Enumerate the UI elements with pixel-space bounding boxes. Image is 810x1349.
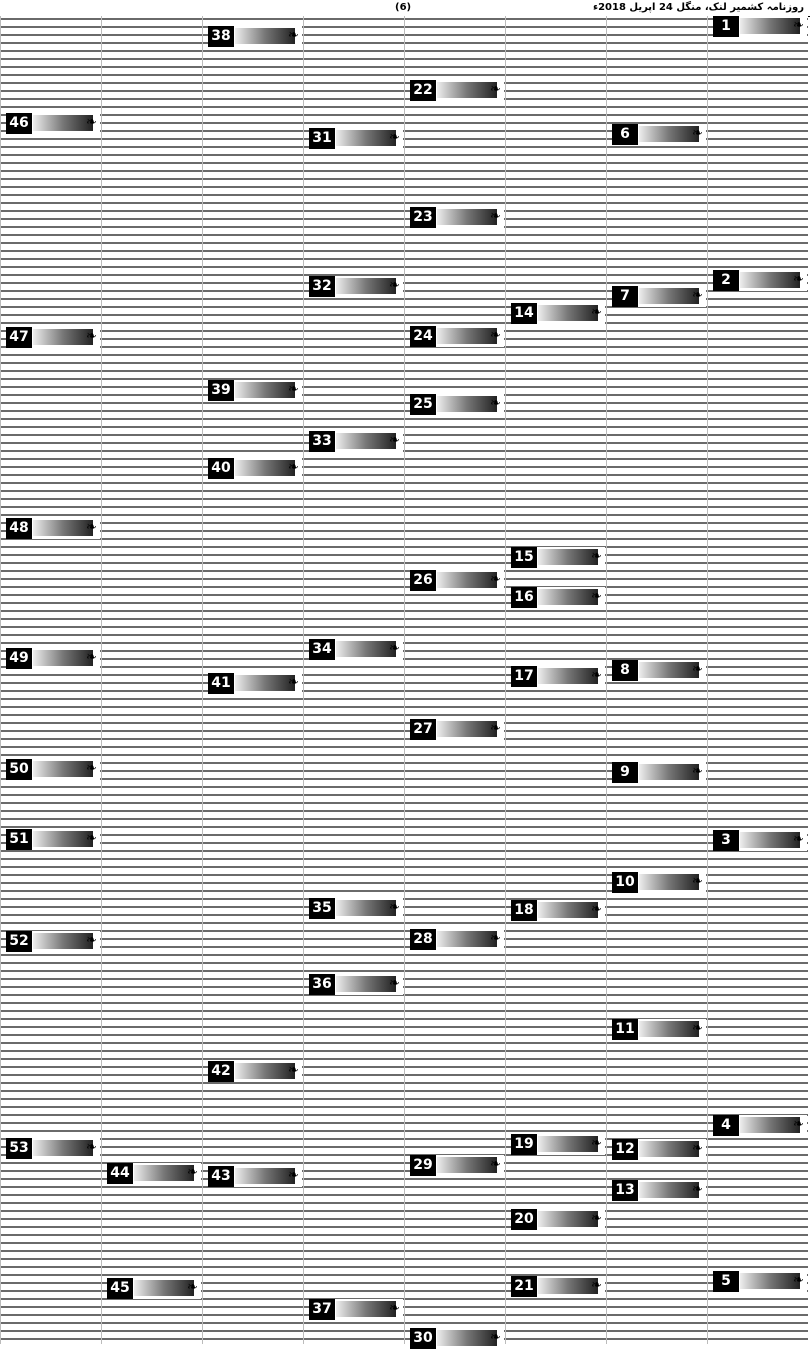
section-divider-bar: [336, 976, 396, 992]
section-header: [713, 830, 807, 851]
section-divider-bar: [639, 874, 699, 890]
bird-ornament-icon: ❧: [692, 764, 703, 779]
section-header: [511, 303, 605, 324]
page-number: (6): [395, 2, 412, 13]
section-divider-bar: [235, 675, 295, 691]
section-divider-bar: [437, 721, 497, 737]
section-header: [410, 719, 504, 740]
bird-ornament-icon: ❧: [490, 1157, 501, 1172]
section-divider-bar: [437, 209, 497, 225]
section-header: [309, 1299, 403, 1320]
section-divider-bar: [538, 1211, 598, 1227]
section-divider-bar: [336, 433, 396, 449]
bird-ornament-icon: ❧: [288, 1063, 299, 1078]
bird-ornament-icon: ❧: [793, 1117, 804, 1132]
section-header: [511, 587, 605, 608]
section-header: [612, 286, 706, 307]
section-number: 42: [208, 1061, 234, 1082]
section-header: [612, 124, 706, 145]
section-divider-bar: [639, 1021, 699, 1037]
section-divider-bar: [538, 902, 598, 918]
bird-ornament-icon: ❧: [86, 520, 97, 535]
section-header: [6, 759, 100, 780]
section-number: 43: [208, 1166, 234, 1187]
newspaper-title: روزنامہ کشمیر لنک، منگل 24 اپریل 2018ء: [592, 2, 804, 13]
bird-ornament-icon: ❧: [86, 329, 97, 344]
section-number: 32: [309, 276, 335, 297]
section-number: 39: [208, 380, 234, 401]
section-number: 41: [208, 673, 234, 694]
section-divider-bar: [538, 1136, 598, 1152]
bird-ornament-icon: ❧: [490, 572, 501, 587]
section-number: 44: [107, 1163, 133, 1184]
section-number: 53: [6, 1138, 32, 1159]
section-number: 2: [713, 270, 739, 291]
bird-ornament-icon: ❧: [591, 1136, 602, 1151]
section-divider-bar: [235, 460, 295, 476]
section-header: [410, 394, 504, 415]
section-header: [511, 547, 605, 568]
section-header: [612, 1019, 706, 1040]
section-number: 13: [612, 1180, 638, 1201]
bird-ornament-icon: ❧: [591, 549, 602, 564]
bird-ornament-icon: ❧: [389, 130, 400, 145]
bird-ornament-icon: ❧: [86, 831, 97, 846]
bird-ornament-icon: ❧: [692, 1141, 703, 1156]
section-header: [410, 929, 504, 950]
section-number: 16: [511, 587, 537, 608]
section-header: [713, 270, 807, 291]
section-divider-bar: [235, 28, 295, 44]
section-number: 49: [6, 648, 32, 669]
section-number: 34: [309, 639, 335, 660]
bird-ornament-icon: ❧: [793, 272, 804, 287]
section-number: 27: [410, 719, 436, 740]
bird-ornament-icon: ❧: [591, 305, 602, 320]
section-header: [208, 26, 302, 47]
section-header: [309, 431, 403, 452]
section-number: 36: [309, 974, 335, 995]
section-divider-bar: [437, 1157, 497, 1173]
bird-ornament-icon: ❧: [692, 126, 703, 141]
section-header: [208, 458, 302, 479]
section-divider-bar: [336, 130, 396, 146]
section-header: [511, 1134, 605, 1155]
section-divider-bar: [639, 1141, 699, 1157]
section-header: [511, 1209, 605, 1230]
bird-ornament-icon: ❧: [591, 1211, 602, 1226]
bird-ornament-icon: ❧: [591, 902, 602, 917]
section-divider-bar: [336, 900, 396, 916]
section-header: [612, 762, 706, 783]
bird-ornament-icon: ❧: [591, 668, 602, 683]
bird-ornament-icon: ❧: [490, 396, 501, 411]
bird-ornament-icon: ❧: [692, 1021, 703, 1036]
section-header: [410, 80, 504, 101]
bird-ornament-icon: ❧: [793, 18, 804, 33]
section-divider-bar: [740, 832, 800, 848]
section-number: 37: [309, 1299, 335, 1320]
section-header: [6, 1138, 100, 1159]
section-header: [410, 326, 504, 347]
bird-ornament-icon: ❧: [288, 675, 299, 690]
bird-ornament-icon: ❧: [86, 761, 97, 776]
section-number: 38: [208, 26, 234, 47]
bird-ornament-icon: ❧: [389, 900, 400, 915]
section-number: 5: [713, 1271, 739, 1292]
section-header: [6, 648, 100, 669]
bird-ornament-icon: ❧: [490, 931, 501, 946]
section-header: [6, 113, 100, 134]
bird-ornament-icon: ❧: [187, 1165, 198, 1180]
section-divider-bar: [437, 328, 497, 344]
bird-ornament-icon: ❧: [793, 832, 804, 847]
section-number: 29: [410, 1155, 436, 1176]
section-header: [511, 666, 605, 687]
section-divider-bar: [639, 662, 699, 678]
section-divider-bar: [33, 115, 93, 131]
bird-ornament-icon: ❧: [288, 460, 299, 475]
bird-ornament-icon: ❧: [490, 209, 501, 224]
section-header: [309, 128, 403, 149]
section-number: 35: [309, 898, 335, 919]
section-divider-bar: [740, 1273, 800, 1289]
section-header: [309, 974, 403, 995]
section-header: [612, 1139, 706, 1160]
section-header: [107, 1163, 201, 1184]
section-divider-bar: [639, 764, 699, 780]
section-number: 26: [410, 570, 436, 591]
section-number: 48: [6, 518, 32, 539]
section-number: 15: [511, 547, 537, 568]
section-number: 19: [511, 1134, 537, 1155]
section-number: 4: [713, 1115, 739, 1136]
section-divider-bar: [538, 549, 598, 565]
section-header: [713, 16, 807, 37]
section-header: [107, 1278, 201, 1299]
section-header: [410, 1328, 504, 1349]
section-header: [612, 872, 706, 893]
section-header: [208, 673, 302, 694]
section-header: [410, 570, 504, 591]
section-number: 31: [309, 128, 335, 149]
bird-ornament-icon: ❧: [692, 662, 703, 677]
bird-ornament-icon: ❧: [490, 1330, 501, 1345]
bird-ornament-icon: ❧: [288, 1168, 299, 1183]
section-header: [410, 207, 504, 228]
section-number: 46: [6, 113, 32, 134]
section-header: [6, 829, 100, 850]
section-divider-bar: [639, 1182, 699, 1198]
section-divider-bar: [538, 589, 598, 605]
section-divider-bar: [639, 288, 699, 304]
section-number: 51: [6, 829, 32, 850]
bird-ornament-icon: ❧: [86, 115, 97, 130]
section-number: 52: [6, 931, 32, 952]
section-number: 12: [612, 1139, 638, 1160]
bird-ornament-icon: ❧: [86, 650, 97, 665]
bird-ornament-icon: ❧: [793, 1273, 804, 1288]
section-number: 8: [612, 660, 638, 681]
section-number: 23: [410, 207, 436, 228]
bird-ornament-icon: ❧: [389, 641, 400, 656]
bird-ornament-icon: ❧: [692, 874, 703, 889]
bird-ornament-icon: ❧: [86, 1140, 97, 1155]
section-header: [612, 1180, 706, 1201]
bird-ornament-icon: ❧: [490, 82, 501, 97]
bird-ornament-icon: ❧: [692, 288, 703, 303]
section-divider-bar: [740, 18, 800, 34]
column-7: [101, 16, 202, 1344]
newspaper-page: [0, 16, 810, 1344]
section-header: [6, 518, 100, 539]
bird-ornament-icon: ❧: [389, 433, 400, 448]
section-header: [309, 639, 403, 660]
section-header: [208, 380, 302, 401]
section-number: 50: [6, 759, 32, 780]
section-header: [511, 1276, 605, 1297]
section-divider-bar: [437, 396, 497, 412]
section-number: 25: [410, 394, 436, 415]
section-number: 3: [713, 830, 739, 851]
section-number: 9: [612, 762, 638, 783]
section-divider-bar: [538, 1278, 598, 1294]
section-divider-bar: [33, 1140, 93, 1156]
section-header: [6, 931, 100, 952]
section-divider-bar: [437, 931, 497, 947]
section-number: 18: [511, 900, 537, 921]
bird-ornament-icon: ❧: [490, 328, 501, 343]
section-number: 30: [410, 1328, 436, 1349]
section-number: 33: [309, 431, 335, 452]
section-divider-bar: [437, 82, 497, 98]
section-divider-bar: [33, 520, 93, 536]
column-1: [707, 16, 808, 1344]
section-header: [309, 898, 403, 919]
section-header: [713, 1115, 807, 1136]
section-divider-bar: [33, 831, 93, 847]
section-divider-bar: [33, 761, 93, 777]
bird-ornament-icon: ❧: [692, 1182, 703, 1197]
section-divider-bar: [134, 1280, 194, 1296]
section-number: 14: [511, 303, 537, 324]
section-divider-bar: [235, 1168, 295, 1184]
section-divider-bar: [639, 126, 699, 142]
page-header: [0, 0, 810, 17]
section-header: [208, 1166, 302, 1187]
section-number: 20: [511, 1209, 537, 1230]
bird-ornament-icon: ❧: [288, 382, 299, 397]
bird-ornament-icon: ❧: [288, 28, 299, 43]
section-number: 22: [410, 80, 436, 101]
column-5: [303, 16, 404, 1344]
section-number: 7: [612, 286, 638, 307]
section-divider-bar: [33, 329, 93, 345]
section-divider-bar: [134, 1165, 194, 1181]
section-header: [309, 276, 403, 297]
section-divider-bar: [538, 305, 598, 321]
section-number: 6: [612, 124, 638, 145]
section-divider-bar: [437, 572, 497, 588]
section-divider-bar: [336, 278, 396, 294]
section-number: 47: [6, 327, 32, 348]
section-number: 11: [612, 1019, 638, 1040]
section-header: [713, 1271, 807, 1292]
bird-ornament-icon: ❧: [389, 1301, 400, 1316]
section-number: 40: [208, 458, 234, 479]
section-divider-bar: [740, 1117, 800, 1133]
section-header: [511, 900, 605, 921]
bird-ornament-icon: ❧: [389, 976, 400, 991]
section-number: 45: [107, 1278, 133, 1299]
section-number: 1: [713, 16, 739, 37]
section-divider-bar: [538, 668, 598, 684]
section-number: 17: [511, 666, 537, 687]
bird-ornament-icon: ❧: [389, 278, 400, 293]
section-number: 21: [511, 1276, 537, 1297]
section-divider-bar: [235, 1063, 295, 1079]
section-divider-bar: [336, 1301, 396, 1317]
bird-ornament-icon: ❧: [86, 933, 97, 948]
bird-ornament-icon: ❧: [591, 589, 602, 604]
section-divider-bar: [336, 641, 396, 657]
section-divider-bar: [235, 382, 295, 398]
section-number: 10: [612, 872, 638, 893]
section-divider-bar: [740, 272, 800, 288]
bird-ornament-icon: ❧: [591, 1278, 602, 1293]
section-number: 28: [410, 929, 436, 950]
section-header: [410, 1155, 504, 1176]
section-header: [612, 660, 706, 681]
section-number: 24: [410, 326, 436, 347]
bird-ornament-icon: ❧: [187, 1280, 198, 1295]
section-divider-bar: [33, 933, 93, 949]
section-divider-bar: [33, 650, 93, 666]
section-header: [6, 327, 100, 348]
bird-ornament-icon: ❧: [490, 721, 501, 736]
section-header: [208, 1061, 302, 1082]
